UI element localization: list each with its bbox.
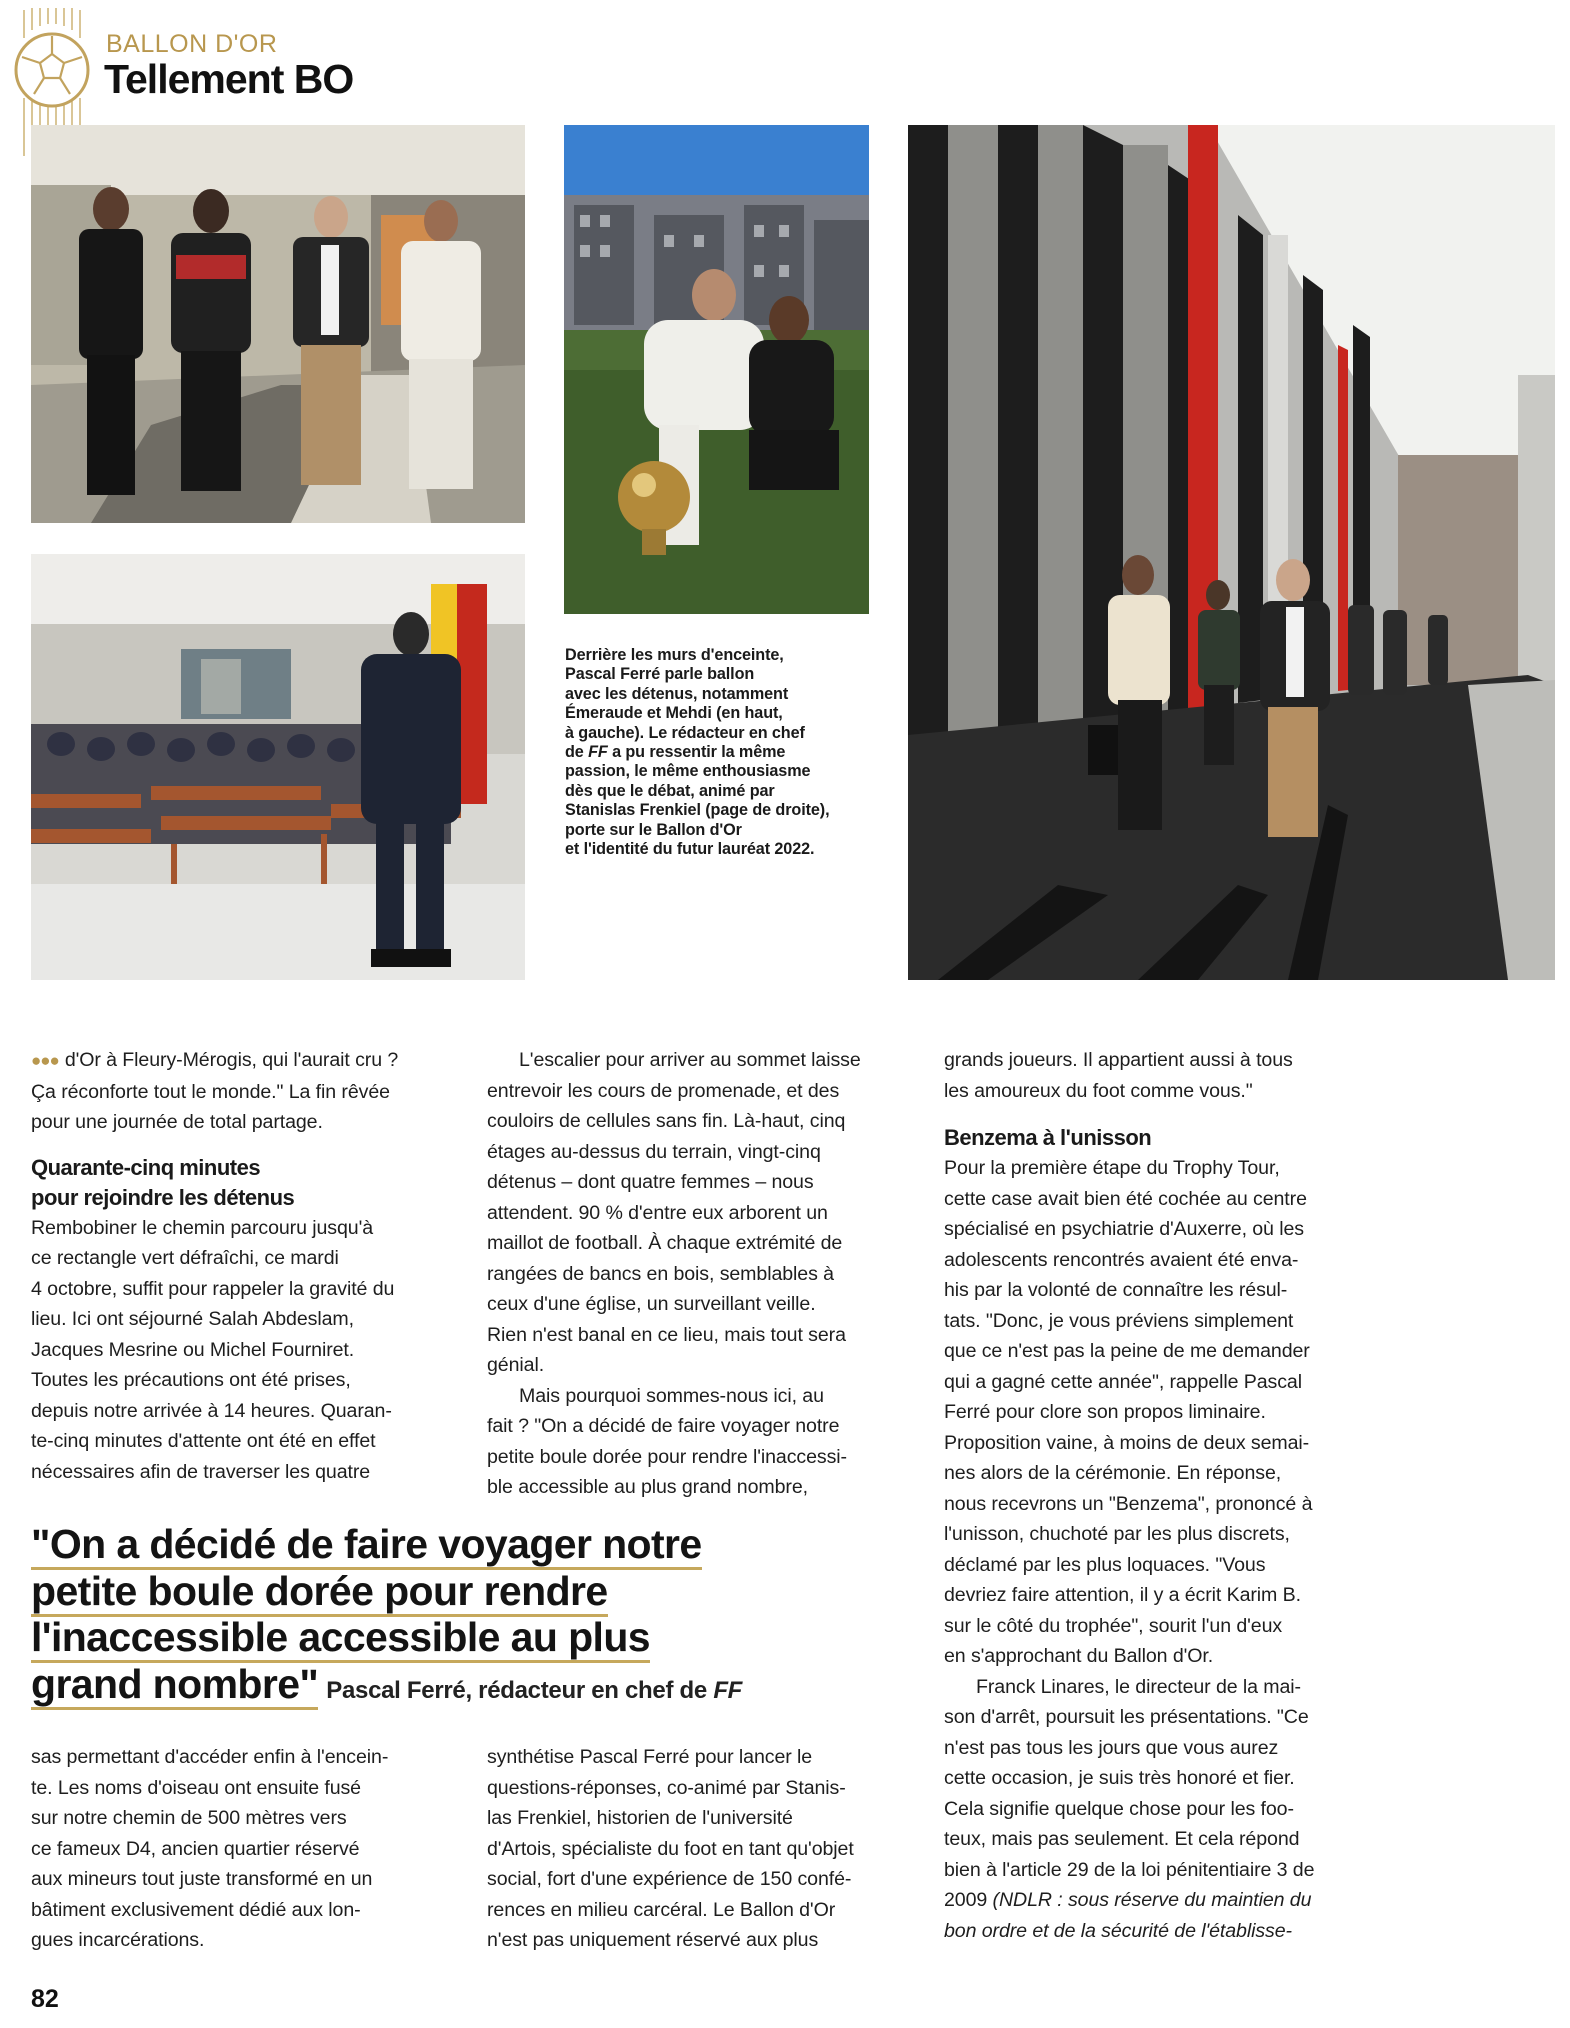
corridor-walk-photo (31, 125, 525, 523)
photo-caption: Derrière les murs d'enceinte, Pascal Ferré parle ballon avec les détenus, notamment Émeraude et Mehdi (en haut, à gauche). Le rédacteur en chef de FF a pu ressentir la même passion, le même enthousiasme dès que le débat, animé par Stanislas Frenkiel (page de droite), porte sur le Ballon d'Or et l'identité du futur lauréat 2022. (565, 646, 830, 859)
article-column-1-top: ●●● d'Or à Fleury-Mérogis, qui l'aurait cru ? Ça réconforte tout le monde." La fin rêvée pour une journée de total partage. Quarante-cinq minutes pour rejoindre les détenus Rembobiner le chemin parcouru jusqu'à ce rectangle vert défraîchi, ce mardi 4 octobre, suffit pour rappeler la gravité du lieu. Ici ont séjourné Salah Abdeslam, Jacques Mesrine ou Michel Fourniret. Toutes les précautions ont été prises, depuis notre arrivée à 14 heures. Quaran- te-cinq minutes d'attente ont été en effet nécessaires afin de traverser les quatre (31, 1045, 451, 1487)
article-column-2-top: L'escalier pour arriver au sommet laisse entrevoir les cours de promenade, et des couloirs de cellules sans fin. Là-haut, cinq étages au-dessus du terrain, vingt-cinq détenus – dont quatre femmes – nous attendent. 90 % d'entre eux arborent un maillot de football. À chaque extrémité de rangées de bancs en bois, semblables à ceux d'une église, un surveillant veille. Rien n'est banal en ce lieu, mais tout sera génial. Mais pourquoi sommes-nous ici, au fait ? "On a décidé de faire voyager notre petite boule dorée pour rendre l'inaccessi- ble accessible au plus grand nombre, (487, 1049, 861, 1498)
pull-quote: "On a décidé de faire voyager notre petite boule dorée pour rendre l'inaccessible accessible au plus grand nombre" Pascal Ferré, rédacteur en chef de FF (31, 1521, 891, 1714)
subheading-quarante-cinq: Quarante-cinq minutes (31, 1154, 261, 1180)
quote-attribution: Pascal Ferré, rédacteur en chef de FF (326, 1676, 743, 1704)
screening-room-photo (31, 554, 525, 980)
article-column-2-bottom: synthétise Pascal Ferré pour lancer le questions-réponses, co-animé par Stanis- las Frenkiel, historien de l'université d'Artois, spécialiste du foot en tant qu'objet social, fort d'une expérience de 150 confé- rences en milieu carcéral. Le Ballon d'Or n'est pas uniquement réservé aux plus (487, 1746, 854, 1951)
prison-buildings-photo (908, 125, 1555, 980)
ballon-dor-pose-photo (564, 125, 869, 614)
page-number: 82 (31, 1985, 59, 2013)
continuation-dots-icon: ●●● (31, 1051, 59, 1070)
article-column-3: grands joueurs. Il appartient aussi à tous les amoureux du foot comme vous." Benzema à l'unisson Pour la première étape du Trophy Tour, cette case avait bien été cochée au centre spécialisé en psychiatrie d'Auxerre, où les adolescents rencontrés avaient été enva- his par la volonté de connaître les résul- tats. "Donc, je vous préviens simplement que ce n'est pas la peine de me demander qui a gagné cette année", rappelle Pascal Ferré pour clore son propos liminaire. Proposition vaine, à moins de deux semai- nes alors de la cérémonie. En réponse, nous recevrons un "Benzema", prononcé à l'unisson, chuchoté par les plus discrets, déclamé par les plus loquaces. "Vous devriez faire attention, il y a écrit Karim B. sur le côté du trophée", sourit l'un d'eux en s'approchant du Ballon d'Or. Franck Linares, le directeur de la mai- son d'arrêt, poursuit les présentations. "Ce n'est pas tous les jours que vous aurez cette occasion, je suis très honoré et fier. Cela signifie quelque chose pour les foo- teux, mais pas seulement. Et cela répond bien à l'article 29 de la loi pénitentiaire 3 de 2009 (NDLR : sous réserve du maintien du bon ordre et de la sécurité de l'établisse- (944, 1045, 1374, 1946)
section-rubric: BALLON D'OR (106, 30, 278, 58)
subheading-benzema: Benzema à l'unisson (944, 1125, 1152, 1150)
article-column-1-bottom: sas permettant d'accéder enfin à l'encein- te. Les noms d'oiseau ont ensuite fusé sur notre chemin de 500 mètres vers ce fameux D4, ancien quartier réservé aux mineurs tout juste transformé en un bâtiment exclusivement dédié aux lon- gues incarcérations. (31, 1746, 389, 1951)
page-title: Tellement BO (104, 56, 354, 102)
